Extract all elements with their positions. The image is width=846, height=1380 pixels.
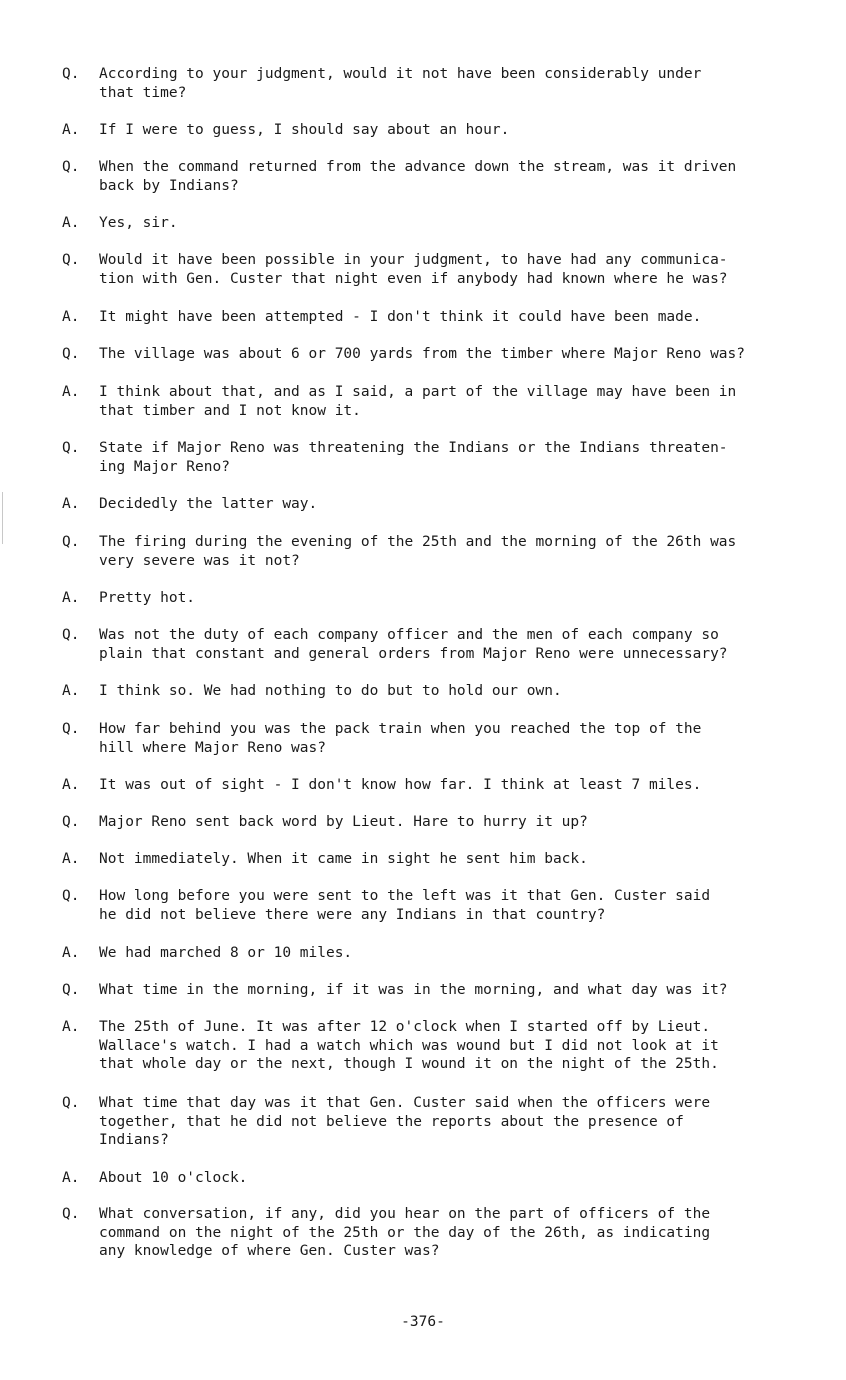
question-marker: Q.	[62, 627, 80, 643]
answer	[62, 1169, 792, 1188]
question-text: What conversation, if any, did you hear on the part of officers of the command on the night of the 25th or the day of the 26th, as indicating any knowledge of where Gen. Custer was?	[99, 1206, 711, 1259]
question-marker: Q.	[62, 534, 80, 550]
question-marker: Q.	[62, 346, 80, 362]
question	[62, 158, 792, 195]
question-text: Was not the duty of each company officer and the men of each company so plain that constant and general orders from Major Reno were unnecessary?	[99, 627, 728, 662]
answer-marker: A.	[62, 590, 80, 606]
answer-marker: A.	[62, 384, 80, 400]
answer-text: Decidedly the latter way.	[99, 496, 318, 512]
answer-text: I think so. We had nothing to do but to hold our own.	[99, 683, 562, 699]
answer-marker: A.	[62, 945, 80, 961]
question-text: According to your judgment, would it not have been considerably under that time?	[99, 66, 702, 101]
question-text: State if Major Reno was threatening the Indians or the Indians threaten- ing Major Reno?	[99, 440, 728, 475]
answer-marker: A.	[62, 496, 80, 512]
question	[62, 251, 792, 288]
question-marker: Q.	[62, 814, 80, 830]
question-text: What time in the morning, if it was in the morning, and what day was it?	[99, 982, 728, 998]
answer	[62, 495, 792, 514]
answer	[62, 383, 792, 420]
question-text: Would it have been possible in your judgment, to have had any communica- tion with Gen. Custer that night even if anybody had known where he was?	[99, 252, 728, 287]
answer	[62, 308, 792, 327]
answer-marker: A.	[62, 215, 80, 231]
answer-marker: A.	[62, 683, 80, 699]
answer-marker: A.	[62, 851, 80, 867]
question-text: How long before you were sent to the left was it that Gen. Custer said he did not believe there were any Indians in that country?	[99, 888, 711, 923]
page-number: -376-	[401, 1314, 445, 1330]
question-marker: Q.	[62, 1206, 80, 1222]
question-marker: Q.	[62, 159, 80, 175]
answer	[62, 214, 792, 233]
question	[62, 720, 792, 757]
question	[62, 813, 792, 832]
question-text: The firing during the evening of the 25th and the morning of the 26th was very severe was it not?	[99, 534, 737, 569]
question-marker: Q.	[62, 252, 80, 268]
answer-text: Yes, sir.	[99, 215, 178, 231]
answer	[62, 850, 792, 869]
margin-mark	[2, 492, 3, 544]
question	[62, 981, 792, 1000]
question	[62, 533, 792, 570]
answer-marker: A.	[62, 1019, 80, 1035]
answer	[62, 682, 792, 701]
question-marker: Q.	[62, 440, 80, 456]
answer-text: Pretty hot.	[99, 590, 196, 606]
answer-text: It might have been attempted - I don't think it could have been made.	[99, 309, 702, 325]
question-text: Major Reno sent back word by Lieut. Hare to hurry it up?	[99, 814, 588, 830]
answer	[62, 1018, 792, 1074]
answer-text: It was out of sight - I don't know how far. I think at least 7 miles.	[99, 777, 702, 793]
question-text: What time that day was it that Gen. Custer said when the officers were together, that he did not believe the reports about the presence of Indians?	[99, 1095, 711, 1148]
question-text: How far behind you was the pack train when you reached the top of the hill where Major Reno was?	[99, 721, 702, 756]
answer	[62, 944, 792, 963]
answer-text: If I were to guess, I should say about an hour.	[99, 122, 510, 138]
answer-text: Not immediately. When it came in sight he sent him back.	[99, 851, 588, 867]
answer	[62, 121, 792, 140]
answer	[62, 776, 792, 795]
question	[62, 65, 792, 102]
answer-text: I think about that, and as I said, a part of the village may have been in that timber and I not know it.	[99, 384, 737, 419]
question	[62, 626, 792, 663]
question-marker: Q.	[62, 66, 80, 82]
answer-text: About 10 o'clock.	[99, 1170, 248, 1186]
question	[62, 345, 792, 364]
question-marker: Q.	[62, 982, 80, 998]
question-marker: Q.	[62, 888, 80, 904]
question-marker: Q.	[62, 721, 80, 737]
answer-text: We had marched 8 or 10 miles.	[99, 945, 353, 961]
answer-marker: A.	[62, 122, 80, 138]
question	[62, 439, 792, 476]
answer-marker: A.	[62, 777, 80, 793]
question	[62, 887, 792, 924]
question	[62, 1094, 792, 1150]
answer-text: The 25th of June. It was after 12 o'clock when I started off by Lieut. Wallace's watch. I had a watch which was wound but I did not look at it that whole day or the next, though I wound it on the night of the 25th.	[99, 1019, 719, 1072]
question-text: The village was about 6 or 700 yards from the timber where Major Reno was?	[99, 346, 746, 362]
answer-marker: A.	[62, 309, 80, 325]
question-marker: Q.	[62, 1095, 80, 1111]
answer-marker: A.	[62, 1170, 80, 1186]
answer	[62, 589, 792, 608]
question	[62, 1205, 792, 1261]
question-text: When the command returned from the advance down the stream, was it driven back by Indians?	[99, 159, 737, 194]
